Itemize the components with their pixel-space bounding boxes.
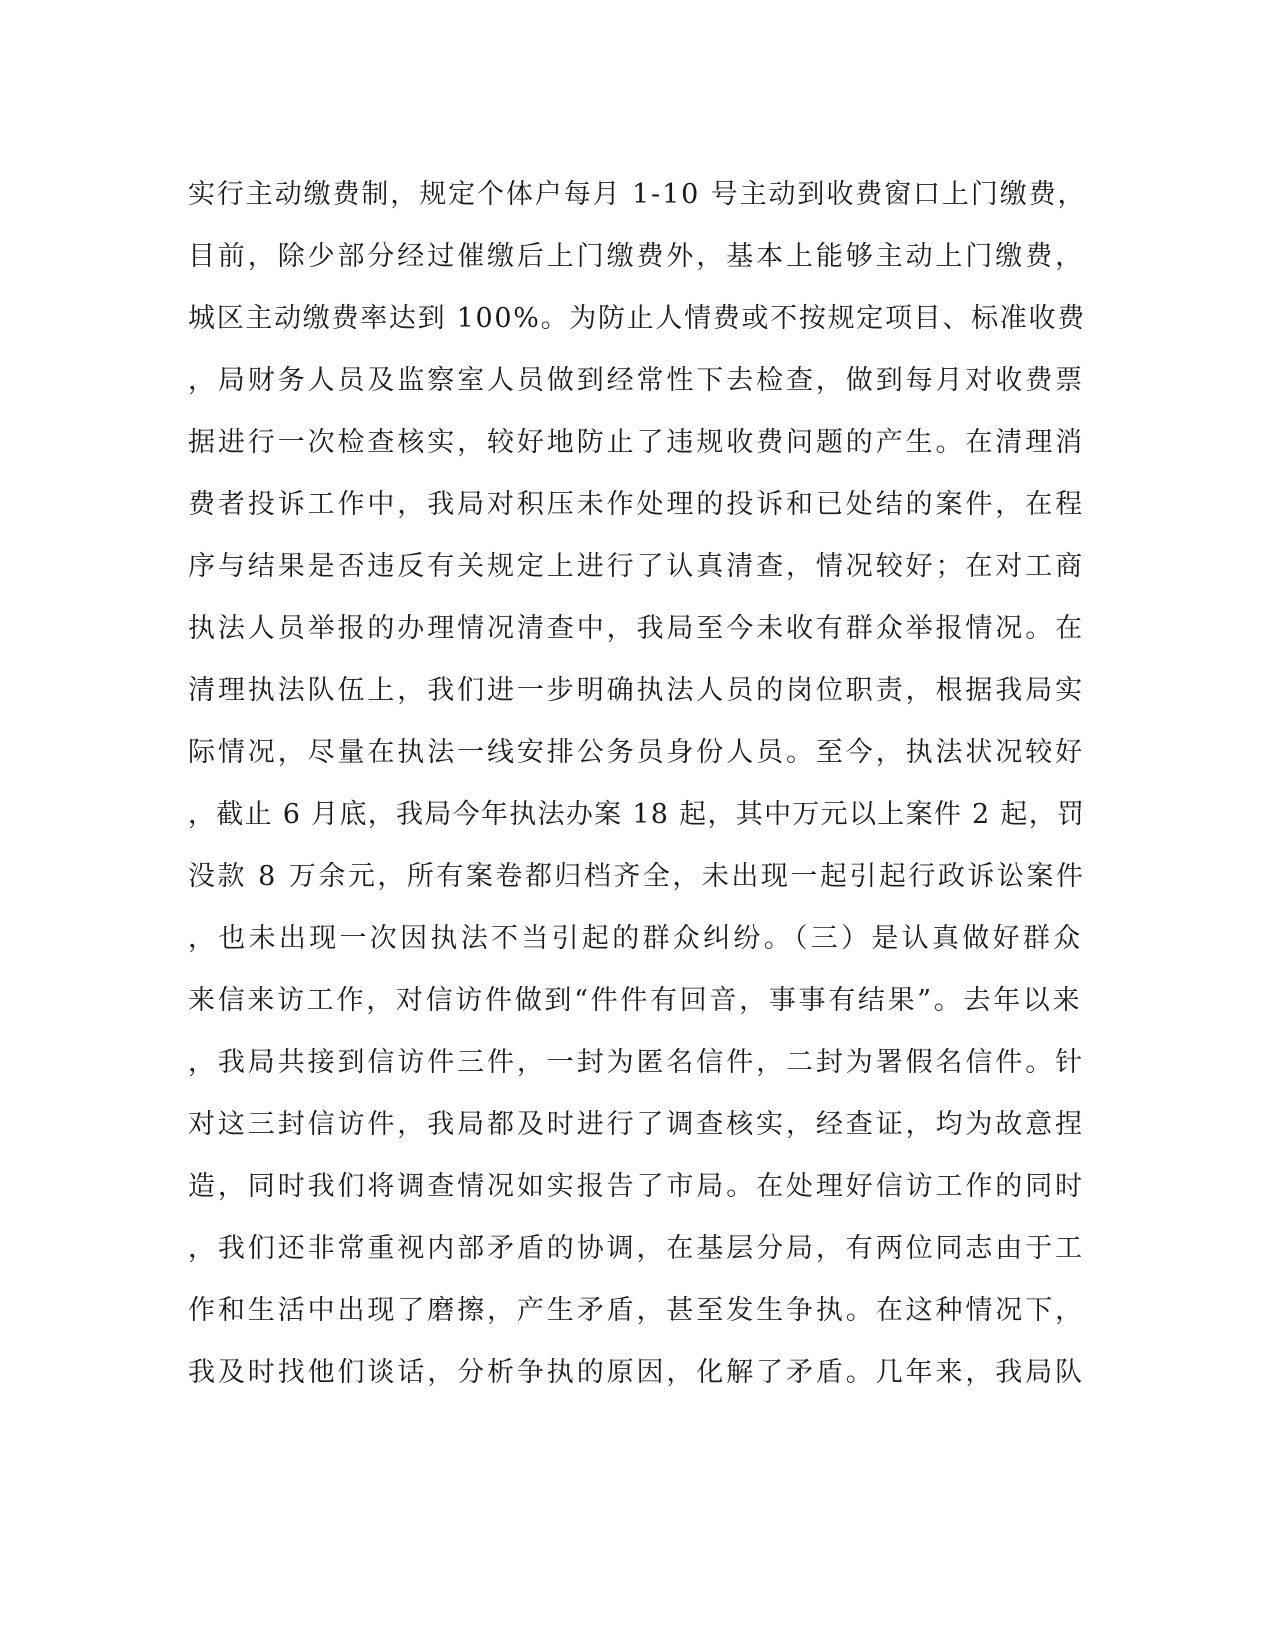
text-line: 清理执法队伍上，我们进一步明确执法人员的岗位职责，根据我局实 xyxy=(188,675,1085,706)
text-line: ，我局共接到信访件三件，一封为匿名信件，二封为署假名信件。针 xyxy=(188,1047,1085,1078)
text-line: 造，同时我们将调查情况如实报告了市局。在处理好信访工作的同时 xyxy=(188,1171,1085,1202)
text-line: ，局财务人员及监察室人员做到经常性下去检查，做到每月对收费票 xyxy=(188,365,1085,396)
text-line: 对这三封信访件，我局都及时进行了调查核实，经查证，均为故意捏 xyxy=(188,1109,1085,1140)
text-line: 目前，除少部分经过催缴后上门缴费外，基本上能够主动上门缴费， xyxy=(188,241,1085,272)
text-line: ，我们还非常重视内部矛盾的协调，在基层分局，有两位同志由于工 xyxy=(188,1233,1085,1264)
text-line: 没款 8 万余元，所有案卷都归档齐全，未出现一起引起行政诉讼案件 xyxy=(188,861,1086,892)
text-line: 作和生活中出现了磨擦，产生矛盾，甚至发生争执。在这种情况下， xyxy=(188,1295,1085,1326)
text-line: 实行主动缴费制，规定个体户每月 1-10 号主动到收费窗口上门缴费， xyxy=(188,179,1087,210)
text-line: 序与结果是否违反有关规定上进行了认真清查，情况较好；在对工商 xyxy=(188,551,1085,582)
text-line: 来信来访工作，对信访件做到“件件有回音，事事有结果”。去年以来 xyxy=(188,985,1083,1016)
text-line: 据进行一次检查核实，较好地防止了违规收费问题的产生。在清理消 xyxy=(188,427,1085,458)
text-line: ，也未出现一次因执法不当引起的群众纠纷。（三）是认真做好群众 xyxy=(188,923,1084,954)
body-paragraph xyxy=(188,164,1088,1404)
text-line: 费者投诉工作中，我局对积压未作处理的投诉和已处结的案件，在程 xyxy=(188,489,1085,520)
text-line: 际情况，尽量在执法一线安排公务员身份人员。至今，执法状况较好 xyxy=(188,737,1085,768)
text-line: 执法人员举报的办理情况清查中，我局至今未收有群众举报情况。在 xyxy=(188,613,1085,644)
text-line: 我及时找他们谈话，分析争执的原因，化解了矛盾。几年来，我局队 xyxy=(188,1357,1085,1388)
text-line: ，截止 6 月底，我局今年执法办案 18 起，其中万元以上案件 2 起，罚 xyxy=(188,799,1086,830)
text-line: 城区主动缴费率达到 100%。为防止人情费或不按规定项目、标准收费 xyxy=(188,303,1086,334)
